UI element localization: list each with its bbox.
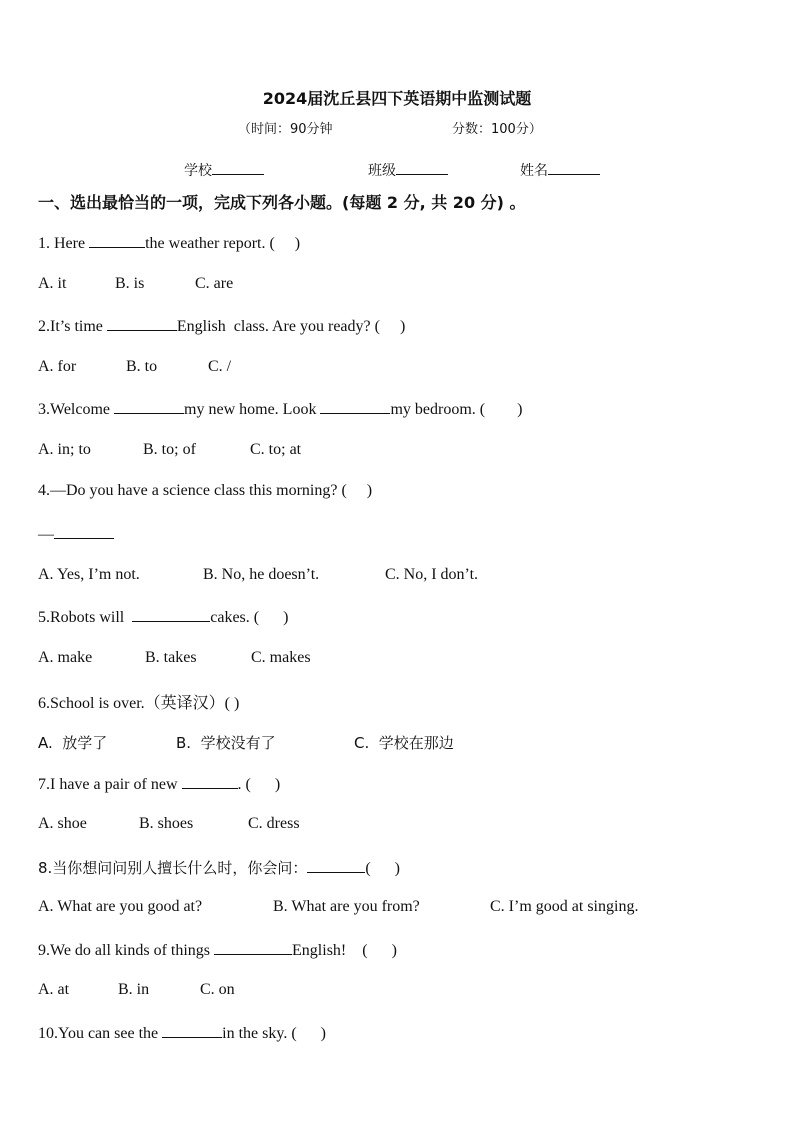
class-blank	[396, 162, 448, 175]
q8-post: ( )	[365, 860, 400, 877]
q4-option-c: C. No, I don’t.	[385, 566, 479, 583]
q9-blank	[214, 940, 292, 955]
q3-options	[38, 441, 301, 459]
school-blank	[212, 162, 264, 175]
q3-option-a: A. in; to	[38, 441, 91, 458]
question-7	[38, 774, 280, 794]
q5-pre: 5.Robots will	[38, 609, 133, 626]
q9-options	[38, 981, 235, 999]
question-3	[38, 399, 522, 419]
question-6: 6.School is over.（英译汉）( )	[38, 695, 240, 712]
q2-option-a: A. for	[38, 358, 77, 375]
q4-answer-line	[38, 524, 114, 544]
q4-option-b: B. No, he doesn’t.	[203, 566, 320, 583]
question-4: 4.—Do you have a science class this morning? ( )	[38, 482, 373, 499]
name-field	[520, 160, 600, 180]
q4-blank	[54, 524, 114, 539]
q7-pre: 7.I have a pair of new	[38, 776, 182, 793]
q10-post: in the sky. ( )	[222, 1025, 326, 1042]
q5-blank	[132, 607, 210, 622]
q7-post: . ( )	[237, 776, 281, 793]
question-2	[38, 316, 405, 336]
q6-option-c: C. 学校在那边	[354, 734, 454, 752]
q3-pre: 3.Welcome	[38, 401, 115, 418]
q7-blank	[182, 774, 238, 789]
time-label: （时间：90分钟	[238, 122, 333, 137]
name-blank	[548, 162, 600, 175]
school-label: 学校	[184, 163, 212, 179]
q9-post: English! ( )	[292, 942, 397, 959]
q5-options	[38, 649, 311, 667]
q6-options	[38, 732, 454, 753]
question-5	[38, 607, 288, 627]
q9-pre: 9.We do all kinds of things	[38, 942, 215, 959]
q3-blank-2	[320, 399, 390, 414]
class-field	[368, 160, 448, 180]
q4-option-a: A. Yes, I’m not.	[38, 566, 140, 583]
q1-post: the weather report. ( )	[145, 235, 301, 252]
question-1	[38, 233, 300, 253]
q7-option-b: B. shoes	[139, 815, 194, 832]
q7-options	[38, 815, 300, 833]
q4-dash: —	[38, 526, 54, 543]
q8-option-b: B. What are you from?	[273, 898, 420, 915]
q1-pre: 1. Here	[38, 235, 90, 252]
q1-option-a: A. it	[38, 275, 67, 292]
q9-option-a: A. at	[38, 981, 70, 998]
q2-option-c: C. /	[208, 358, 232, 375]
q2-post: English class. Are you ready? ( )	[176, 318, 406, 335]
q10-blank	[162, 1023, 222, 1038]
q7-option-a: A. shoe	[38, 815, 87, 832]
q2-option-b: B. to	[126, 358, 158, 375]
q2-blank	[107, 316, 177, 331]
q9-option-b: B. in	[118, 981, 150, 998]
q9-option-c: C. on	[200, 981, 235, 998]
q5-option-c: C. makes	[251, 649, 311, 666]
page-title: 2024届沈丘县四下英语期中监测试题	[262, 89, 532, 108]
section-heading: 一、选出最恰当的一项，完成下列各小题。(每题 2 分, 共 20 分) 。	[38, 193, 526, 212]
q1-option-c: C. are	[195, 275, 234, 292]
q7-option-c: C. dress	[248, 815, 300, 832]
q8-option-a: A. What are you good at?	[38, 898, 203, 915]
q3-blank-1	[114, 399, 184, 414]
name-label: 姓名	[520, 163, 548, 179]
q8-pre: 8.当你想问问别人擅长什么时，你会问：	[38, 859, 308, 877]
q5-post: cakes. ( )	[210, 609, 289, 626]
q2-options	[38, 358, 231, 376]
q5-option-a: A. make	[38, 649, 93, 666]
q3-post: my bedroom. ( )	[390, 401, 523, 418]
question-10	[38, 1023, 326, 1043]
q5-option-b: B. takes	[145, 649, 197, 666]
question-9	[38, 940, 397, 960]
q6-option-b: B. 学校没有了	[176, 734, 276, 752]
q8-blank	[307, 858, 365, 873]
q10-pre: 10.You can see the	[38, 1025, 163, 1042]
q1-blank	[89, 233, 145, 248]
q1-option-b: B. is	[115, 275, 145, 292]
q3-option-c: C. to; at	[250, 441, 302, 458]
school-field	[184, 160, 264, 180]
q8-option-c: C. I’m good at singing.	[490, 898, 639, 915]
q3-option-b: B. to; of	[143, 441, 196, 458]
q3-mid: my new home. Look	[184, 401, 321, 418]
q1-options	[38, 275, 233, 293]
q8-options	[38, 898, 638, 916]
class-label: 班级	[368, 163, 396, 179]
q4-options	[38, 566, 478, 584]
score-label: 分数：100分）	[452, 122, 542, 137]
q6-option-a: A. 放学了	[38, 734, 108, 752]
question-8	[38, 857, 400, 878]
q2-pre: 2.It’s time	[38, 318, 107, 335]
